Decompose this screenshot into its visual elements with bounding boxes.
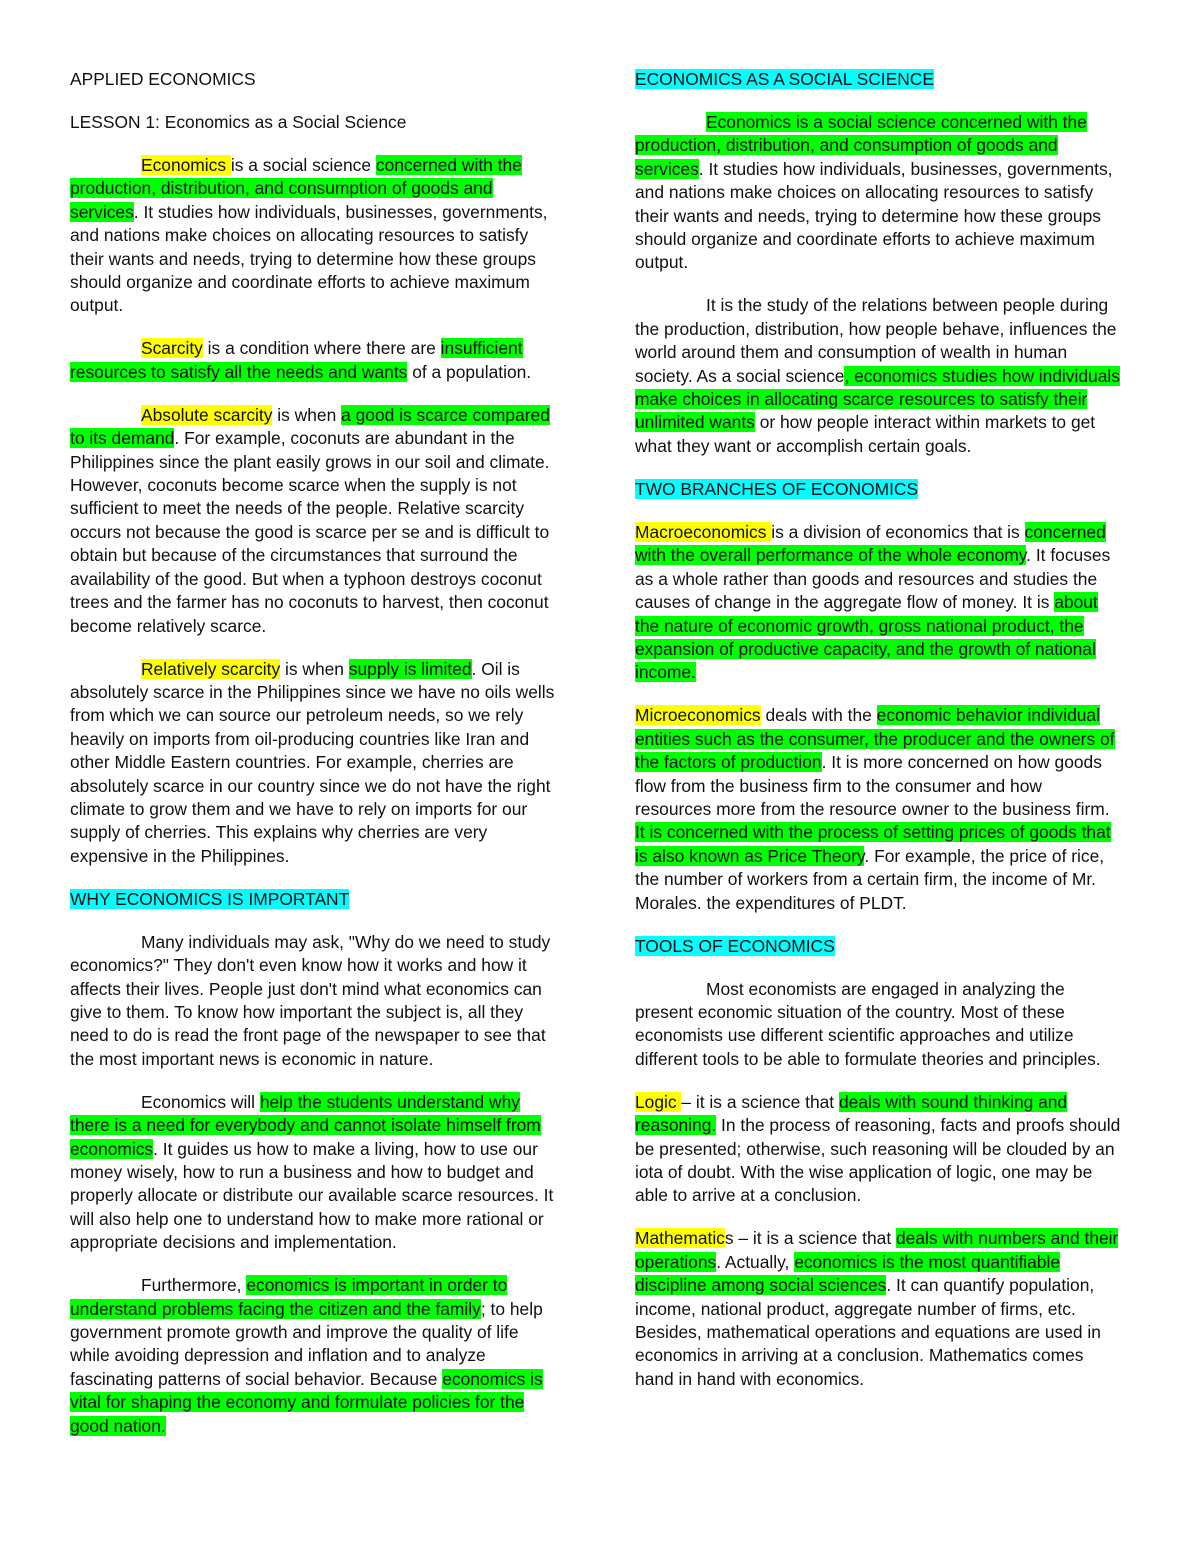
text-line [70, 821, 566, 844]
text-run: . For example, coconuts are abundant in the [174, 428, 515, 449]
text-run: trees and the farmer has no coconuts to harvest, then coconut [70, 592, 549, 613]
highlighted-text: supply is limited [348, 658, 472, 679]
text-line [70, 497, 566, 520]
paragraph [70, 337, 566, 384]
text-run: fascinating patterns of social behavior. Because [70, 1368, 443, 1389]
highlighted-text: good nation. [70, 1415, 166, 1436]
text-line [70, 224, 566, 247]
text-line [635, 978, 1131, 1001]
highlighted-text: is also known as Price Theory [635, 845, 865, 866]
text-run: . It is more concerned on how goods [821, 752, 1102, 773]
text-run: economics in arriving at a conclusion. Mathematics comes [635, 1345, 1084, 1366]
text-line [635, 341, 1131, 364]
text-run: absolutely scarce in our country since we do not have the right [70, 775, 551, 796]
text-run: is when [272, 404, 342, 425]
text-line [635, 1161, 1131, 1184]
highlighted-text: Scarcity [141, 338, 203, 359]
text-line [70, 1298, 566, 1321]
text-line [635, 751, 1131, 774]
text-run: . Actually, [716, 1251, 795, 1272]
text-run: sufficient to meet the needs of the people. Relative scarcity [70, 498, 525, 519]
paragraph [635, 294, 1131, 458]
paragraph [70, 154, 566, 318]
highlighted-text: the nature of economic growth, gross national product, the [635, 615, 1084, 636]
text-line [70, 1231, 566, 1254]
text-run: present economic situation of the country. Most of these [635, 1001, 1065, 1022]
text-run: is when [280, 658, 349, 679]
text-line [635, 228, 1131, 251]
text-line [70, 775, 566, 798]
section-heading [635, 478, 1131, 501]
highlighted-text: entities such as the consumer, the producer and the owners of [635, 728, 1115, 749]
text-run: be presented; otherwise, such reasoning will be clouded by an [635, 1138, 1115, 1159]
text-run: economists use different scientific approaches and utilize [635, 1025, 1074, 1046]
text-line [635, 435, 1131, 458]
text-run: iota of doubt. With the wise application of logic, one may be [635, 1162, 1093, 1182]
text-line [635, 845, 1131, 868]
highlighted-text: services [70, 201, 134, 222]
text-run: the production, distribution, how people behave, influences the [635, 318, 1117, 339]
text-run: occurs not because the good is scarce per se and is difficult to [70, 521, 550, 542]
text-line [635, 1001, 1131, 1024]
section-heading [70, 888, 566, 911]
text-run: . Oil is [471, 658, 520, 679]
text-run: will also help one to understand how to make more rational or [70, 1208, 544, 1229]
text-line [635, 1184, 1131, 1207]
text-run: deals with the [760, 705, 877, 726]
highlighted-text: vital for shaping the economy and formulate policies for the [70, 1392, 525, 1413]
text-line [70, 337, 566, 360]
text-line [635, 1227, 1131, 1250]
text-run: world around them and consumption of wealth in human [635, 342, 1068, 363]
text-run: obtain but because of the circumstances that surround the [70, 545, 518, 566]
text-line [70, 751, 566, 774]
text-run: LESSON 1: Economics as a Social Science [70, 112, 407, 132]
section-heading [70, 68, 566, 91]
text-run: output. [635, 252, 689, 273]
text-run: need to do is read the front page of the newspaper to see that [70, 1025, 546, 1046]
text-line [635, 134, 1131, 157]
text-line [70, 704, 566, 727]
text-line [70, 427, 566, 450]
text-run: Morales. the expenditures of PLDT. [635, 892, 907, 913]
highlighted-text: economics [70, 1138, 154, 1159]
highlighted-text: WHY ECONOMICS IS IMPORTANT [70, 888, 350, 909]
highlighted-text: the factors of production [635, 752, 822, 773]
highlighted-text: Relatively scarcity [141, 658, 281, 679]
highlighted-text: services [635, 158, 699, 179]
highlighted-text: TWO BRANCHES OF ECONOMICS [635, 478, 919, 499]
text-line [70, 1161, 566, 1184]
text-line [70, 521, 566, 544]
text-run: able to arrive at a conclusion. [635, 1185, 862, 1206]
text-line [635, 294, 1131, 317]
text-line [635, 615, 1131, 638]
text-line [635, 521, 1131, 544]
highlighted-text: to its demand [70, 428, 175, 449]
highlighted-text: It is concerned with the process of setting prices of goods that [635, 822, 1111, 843]
text-line [70, 1024, 566, 1047]
text-line [635, 1344, 1131, 1367]
text-run: absolutely scarce in the Philippines since we have no oils wells [70, 681, 555, 702]
highlighted-text: with the overall performance of the whole economy [635, 545, 1027, 566]
text-line [635, 251, 1131, 274]
highlighted-text: about [1054, 592, 1098, 613]
text-run: . It focuses [1026, 545, 1111, 566]
text-line [70, 177, 566, 200]
text-run: climate to grow them and we have to rely on imports for our [70, 798, 528, 819]
text-line [70, 361, 566, 384]
text-line [635, 798, 1131, 821]
text-run: is a condition where there are [202, 338, 441, 359]
text-run: different tools to be able to formulate theories and principles. [635, 1048, 1101, 1069]
highlighted-text: deals with sound thinking and [838, 1091, 1068, 1112]
highlighted-text: Logic [635, 1091, 682, 1112]
text-run: or how people interact within markets to get [754, 412, 1096, 433]
text-line [70, 68, 566, 91]
text-line [635, 1048, 1131, 1071]
text-line [635, 1091, 1131, 1114]
highlighted-text: economics is [442, 1368, 543, 1389]
text-line [70, 568, 566, 591]
highlighted-text: production, distribution, and consumption of goods and [70, 178, 493, 199]
text-line [70, 1344, 566, 1367]
highlighted-text: resources to satisfy all the needs and wants [70, 361, 408, 382]
text-line [635, 544, 1131, 567]
text-run: properly allocate or distribute our available scarce resources. It [70, 1185, 554, 1206]
text-line [70, 591, 566, 614]
text-line [635, 1138, 1131, 1161]
highlighted-text: understand problems facing the citizen and the family [70, 1298, 481, 1319]
text-run: of a population. [407, 361, 532, 382]
paragraph [635, 111, 1131, 275]
text-run: availability of the good. But when a typhoon destroys coconut [70, 568, 542, 589]
text-run: as a whole rather than goods and resources and studies the [635, 568, 1098, 589]
text-run: the most important news is economic in nature. [70, 1048, 434, 1069]
text-run: s – it is a science that [724, 1228, 896, 1249]
text-line [70, 1048, 566, 1071]
text-line [635, 1298, 1131, 1321]
text-run: other Middle Eastern countries. For example, cherries are [70, 752, 514, 773]
text-run: government promote growth and improve the quality of life [70, 1322, 519, 1343]
text-run: appropriate decisions and implementation. [70, 1232, 397, 1253]
highlighted-text: discipline among social sciences [635, 1275, 887, 1296]
text-line [635, 365, 1131, 388]
text-line [635, 158, 1131, 181]
text-line [635, 661, 1131, 684]
text-line [70, 1368, 566, 1391]
text-line [635, 591, 1131, 614]
text-line [70, 201, 566, 224]
text-run: while avoiding depression and inflation and to analyze [70, 1345, 486, 1366]
text-line [70, 1274, 566, 1297]
text-line [70, 1091, 566, 1114]
highlighted-text: TOOLS OF ECONOMICS [635, 935, 835, 956]
text-run: should organize and coordinate efforts to achieve maximum [635, 229, 1095, 250]
text-run: Besides, mathematical operations and equations are used in [635, 1322, 1101, 1343]
highlighted-text: Absolute scarcity [141, 404, 273, 425]
text-run: and nations make choices on allocating resources to satisfy [635, 182, 1094, 203]
highlighted-text: make choices in allocating scarce resources to satisfy their [635, 389, 1088, 410]
text-line [70, 248, 566, 271]
text-line [635, 892, 1131, 915]
text-run: flow from the business firm to the consumer and how [635, 775, 1042, 796]
text-line [70, 1138, 566, 1161]
text-line [635, 1274, 1131, 1297]
paragraph [70, 931, 566, 1071]
highlighted-text: Microeconomics [635, 705, 761, 726]
right-column [635, 68, 1131, 1411]
text-run: . It studies how individuals, businesses, governments, [133, 201, 548, 222]
text-line [635, 1251, 1131, 1274]
highlighted-text: economics is the most quantifiable [794, 1251, 1061, 1272]
text-run: their wants and needs, trying to determine how these groups [635, 205, 1101, 226]
text-run: APPLIED ECONOMICS [70, 69, 256, 89]
text-line [70, 978, 566, 1001]
text-run: Most economists are engaged in analyzing the [706, 978, 1065, 999]
highlighted-text: Macroeconomics [635, 521, 772, 542]
highlighted-text: economics is important in order to [246, 1275, 508, 1296]
paragraph [635, 521, 1131, 685]
text-line [635, 1368, 1131, 1391]
text-run: from which we can source our petroleum needs, so we rely [70, 705, 524, 726]
text-run: resources more from the resource owner to the business firm. [635, 798, 1110, 819]
paragraph [70, 1091, 566, 1255]
text-line [635, 1024, 1131, 1047]
text-line [70, 1391, 566, 1414]
text-run: Philippines since the plant easily grows in our soil and climate. [70, 451, 550, 472]
text-run: Many individuals may ask, "Why do we need to study [141, 931, 551, 952]
highlighted-text: unlimited wants [635, 412, 755, 433]
text-run: the number of workers from a certain firm, the income of Mr. [635, 869, 1097, 890]
highlighted-text: Economics is a social science concerned with the [706, 112, 1087, 132]
highlighted-text: Mathematic [635, 1228, 725, 1249]
highlighted-text: income. [635, 662, 696, 683]
text-line [635, 1114, 1131, 1137]
text-line [70, 271, 566, 294]
highlighted-text: deals with numbers and their [895, 1228, 1119, 1249]
text-run: However, coconuts become scarce when the supply is not [70, 475, 517, 496]
text-line [70, 615, 566, 638]
paragraph [635, 978, 1131, 1072]
text-line [635, 205, 1131, 228]
highlighted-text: Economics [141, 155, 231, 175]
text-run: income, national product, aggregate number of firms, etc. [635, 1298, 1076, 1319]
text-line [635, 388, 1131, 411]
text-run: should organize and coordinate efforts to achieve maximum [70, 272, 530, 293]
section-heading [70, 111, 566, 134]
text-line [635, 704, 1131, 727]
text-line [635, 638, 1131, 661]
highlighted-text: reasoning. [635, 1115, 717, 1136]
text-run: In the process of reasoning, facts and proofs should [716, 1115, 1121, 1136]
text-run: become relatively scarce. [70, 615, 267, 636]
text-run: is a division of economics that is [771, 521, 1025, 542]
paragraph [635, 1227, 1131, 1391]
text-line [635, 868, 1131, 891]
text-line [70, 404, 566, 427]
text-line [70, 544, 566, 567]
text-run: – it is a science that [681, 1091, 839, 1112]
highlighted-text: there is a need for everybody and cannot isolate himself from [70, 1115, 541, 1136]
text-line [635, 318, 1131, 341]
text-line [70, 1208, 566, 1231]
text-run: their wants and needs, trying to determine how these groups [70, 248, 536, 269]
highlighted-text: insufficient [440, 338, 523, 359]
text-run: Economics will [141, 1091, 260, 1112]
text-run: . It guides us how to make a living, how to use our [153, 1138, 538, 1159]
text-line [70, 474, 566, 497]
text-line [635, 1321, 1131, 1344]
highlighted-text: economic behavior individual [876, 705, 1100, 726]
paragraph [70, 658, 566, 869]
text-line [70, 1114, 566, 1137]
highlighted-text: operations [635, 1251, 717, 1272]
text-run: and nations make choices on allocating resources to satisfy [70, 225, 529, 246]
text-line [70, 888, 566, 911]
text-line [70, 1184, 566, 1207]
text-line [635, 411, 1131, 434]
text-line [70, 1001, 566, 1024]
text-line [635, 111, 1131, 134]
paragraph [70, 404, 566, 638]
text-line [635, 68, 1131, 91]
text-line [70, 845, 566, 868]
highlighted-text: expansion of productive capacity, and the growth of national [635, 638, 1096, 659]
text-run: output. [70, 295, 124, 316]
section-heading [635, 935, 1131, 958]
highlighted-text: production, distribution, and consumption of goods and [635, 135, 1058, 156]
text-run: give to them. To know how important the subject is, all they [70, 1001, 524, 1022]
text-run: is a social science [230, 155, 376, 175]
text-line [70, 681, 566, 704]
text-line [635, 775, 1131, 798]
highlighted-text: ECONOMICS AS A SOCIAL SCIENCE [635, 69, 934, 89]
text-run: expensive in the Philippines. [70, 845, 290, 866]
text-line [70, 294, 566, 317]
paragraph [635, 1091, 1131, 1208]
highlighted-text: , economics studies how individuals [844, 365, 1120, 386]
text-line [70, 954, 566, 977]
paragraph [635, 704, 1131, 915]
text-line [635, 935, 1131, 958]
text-run: society. As a social science [635, 365, 845, 386]
highlighted-text: concerned [1024, 521, 1106, 542]
text-run: what they want or accomplish certain goals. [635, 435, 972, 456]
text-run: affects their lives. People just don't mind what economics can [70, 978, 542, 999]
text-run: economics?" They don't even know how it works and how it [70, 955, 527, 976]
left-column [70, 68, 566, 1458]
text-line [70, 111, 566, 134]
highlighted-text: concerned with the [375, 155, 522, 175]
text-run: heavily on imports from oil-producing countries like Iran and [70, 728, 530, 749]
text-run: ; to help [480, 1298, 543, 1319]
text-run: . For example, the price of rice, [864, 845, 1105, 866]
text-line [70, 658, 566, 681]
text-run: Furthermore, [141, 1275, 247, 1296]
text-line [635, 728, 1131, 751]
text-line [635, 478, 1131, 501]
text-run: . It studies how individuals, businesses, governments, [698, 158, 1113, 179]
text-line [635, 568, 1131, 591]
text-line [70, 728, 566, 751]
text-run: money wisely, how to run a business and how to budget and [70, 1162, 534, 1182]
text-run: . It can quantify population, [886, 1275, 1095, 1296]
text-line [70, 154, 566, 177]
text-run: hand in hand with economics. [635, 1368, 865, 1389]
text-line [70, 1415, 566, 1438]
text-line [70, 798, 566, 821]
text-line [635, 181, 1131, 204]
text-line [70, 931, 566, 954]
highlighted-text: a good is scarce compared [341, 404, 550, 425]
text-run: supply of cherries. This explains why cherries are very [70, 822, 488, 843]
text-run: It is the study of the relations between people during [706, 295, 1109, 316]
text-line [70, 1321, 566, 1344]
paragraph [70, 1274, 566, 1438]
text-line [635, 821, 1131, 844]
text-line [70, 451, 566, 474]
text-run: causes of change in the aggregate flow of money. It is [635, 592, 1055, 613]
highlighted-text: help the students understand why [259, 1091, 520, 1112]
section-heading [635, 68, 1131, 91]
